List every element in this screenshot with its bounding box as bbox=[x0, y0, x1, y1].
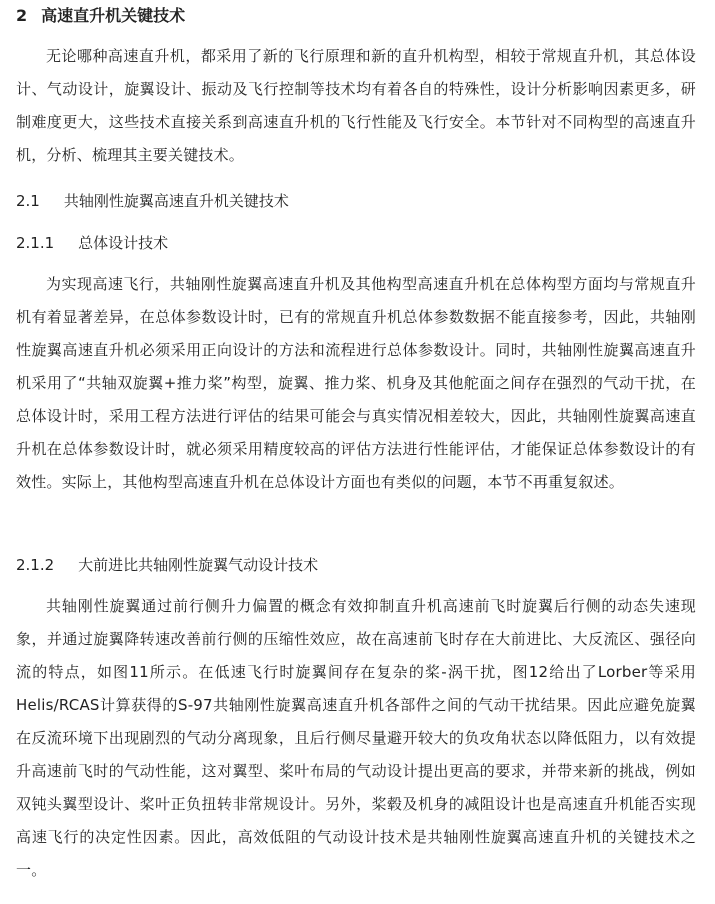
overall-design-paragraph: 为实现高速飞行，共轴刚性旋翼高速直升机及其他构型高速直升机在总体构型方面均与常规直升机有着显著差异，在总体参数设计时，已有的常规直升机总体参数数据不能直接参考，因此，共轴刚性旋翼高速直升机必须采用正向设计的方法和流程进行总体参数设计。同时，共轴刚性旋翼高速直升机采用了“共轴双旋翼+推力桨”构型，旋翼、推力桨、机身及其他舵面之间存在强烈的气动干扰，在总体设计时，采用工程方法进行评估的结果可能会与真实情况相差较大，因此，共轴刚性旋翼高速直升机在总体参数设计时，就必须采用精度较高的评估方法进行性能评估，才能保证总体参数设计的有效性。实际上，其他构型高速直升机在总体设计方面也有类似的问题，本节不再重复叙述。 bbox=[16, 275, 696, 491]
heading-title: 总体设计技术 bbox=[78, 234, 169, 252]
subsection-heading-2-1-1 bbox=[16, 232, 168, 254]
subsection-heading-2-1 bbox=[16, 190, 289, 212]
aero-design-paragraph: 共轴刚性旋翼通过前行侧升力偏置的概念有效抑制直升机高速前飞时旋翼后行侧的动态失速现象，并通过旋翼降转速改善前行侧的压缩性效应，故在高速前飞时存在大前进比、大反流区、强径向流的特点，如图11所示。在低速飞行时旋翼间存在复杂的桨-涡干扰，图12给出了Lorber等采用Helis/RCAS计算获得的S-97共轴刚性旋翼高速直升机各部件之间的气动干扰结果。因此应避免旋翼在反流环境下出现剧烈的气动分离现象，且后行侧尽量避开较大的负攻角状态以降低阻力，以有效提升高速前飞时的气动性能，这对翼型、桨叶布局的气动设计提出更高的要求，并带来新的挑战，例如双钝头翼型设计、桨叶正负扭转非常规设计。另外，桨毂及机身的减阻设计也是高速直升机能否实现高速飞行的决定性因素。因此，高效低阻的气动设计技术是共轴刚性旋翼高速直升机的关键技术之一。 bbox=[16, 597, 696, 879]
heading-number: 2.1.1 bbox=[16, 234, 55, 252]
section-title bbox=[16, 4, 185, 28]
section-title-text: 高速直升机关键技术 bbox=[41, 6, 186, 25]
section-number: 2 bbox=[16, 6, 28, 25]
heading-title: 大前进比共轴刚性旋翼气动设计技术 bbox=[78, 556, 319, 574]
subsection-heading-2-1-2 bbox=[16, 554, 318, 576]
heading-title: 共轴刚性旋翼高速直升机关键技术 bbox=[63, 192, 289, 210]
heading-number: 2.1.2 bbox=[16, 556, 55, 574]
intro-paragraph: 无论哪种高速直升机，都采用了新的飞行原理和新的直升机构型，相较于常规直升机，其总体设计、气动设计，旋翼设计、振动及飞行控制等技术均有着各自的特殊性，设计分析影响因素更多，研制难度更大，这些技术直接关系到高速直升机的飞行性能及飞行安全。本节针对不同构型的高速直升机，分析、梳理其主要关键技术。 bbox=[16, 47, 696, 164]
heading-number: 2.1 bbox=[16, 192, 40, 210]
